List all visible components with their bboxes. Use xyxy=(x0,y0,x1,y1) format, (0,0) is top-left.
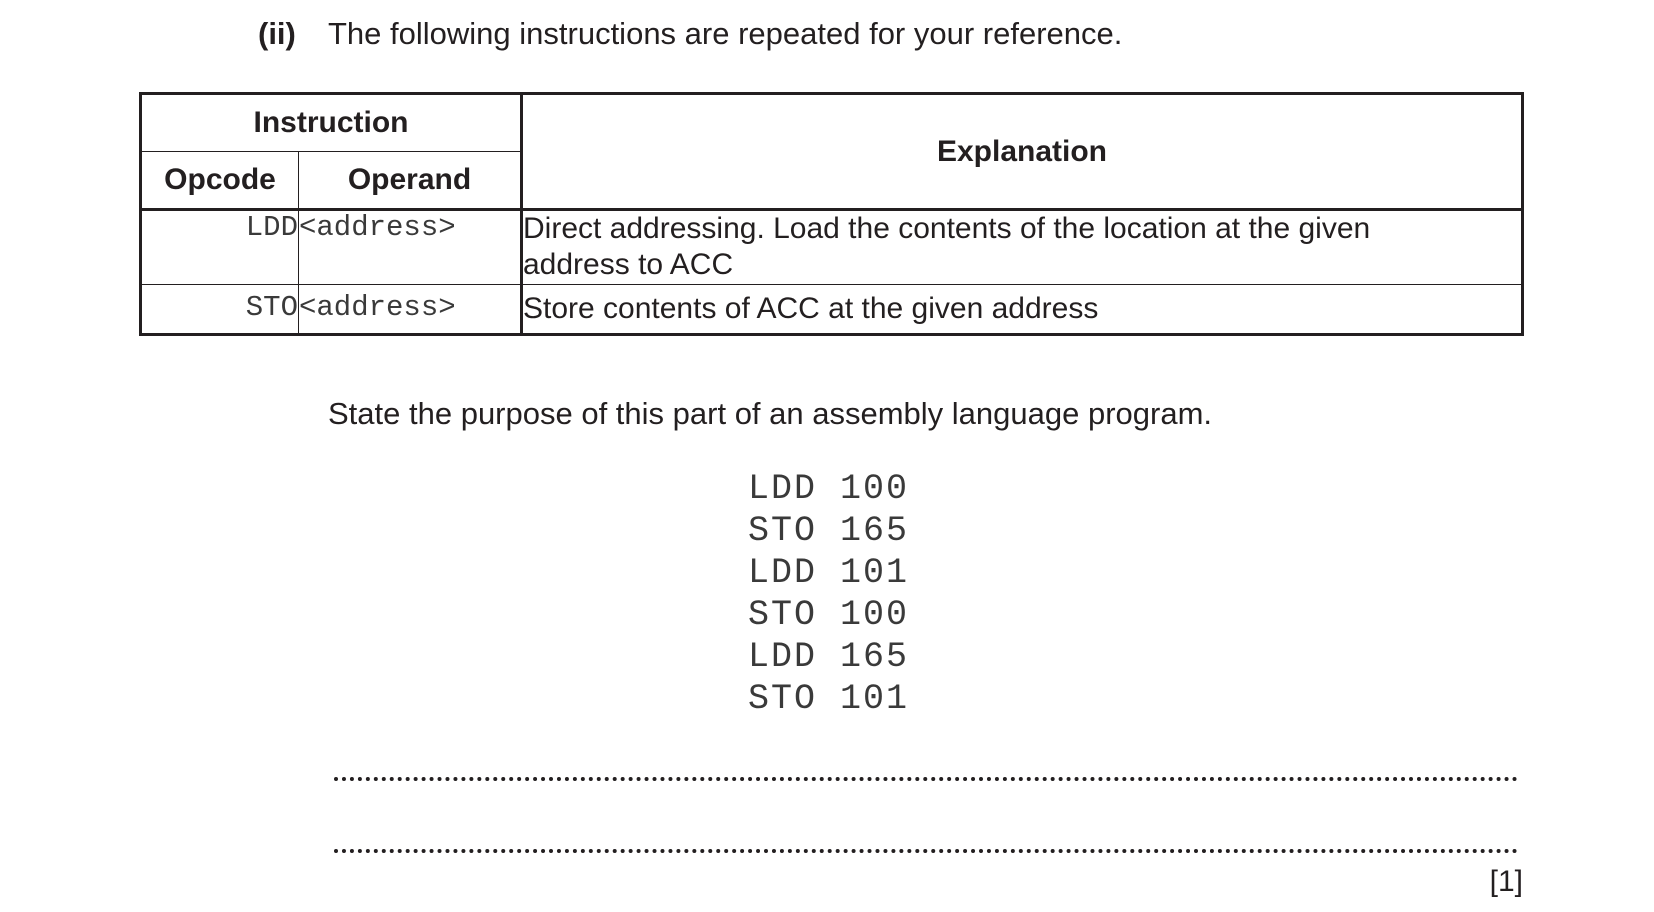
opcode-cell: STO xyxy=(141,285,299,335)
answer-line[interactable] xyxy=(334,849,1518,853)
explanation-header: Explanation xyxy=(522,94,1523,210)
instruction-group-header: Instruction xyxy=(141,94,522,152)
question-number: (ii) xyxy=(258,16,296,51)
marks-indicator: [1] xyxy=(1489,865,1523,898)
question-intro: The following instructions are repeated for your reference. xyxy=(328,16,1123,51)
table-row xyxy=(141,285,1523,335)
question-header xyxy=(258,14,1122,54)
explanation-line: Direct addressing. Load the contents of the location at the given xyxy=(523,212,1371,245)
code-line: STO 100 xyxy=(748,595,910,635)
code-line: STO 165 xyxy=(748,511,910,551)
code-line: LDD 101 xyxy=(748,553,910,593)
explanation-line: address to ACC xyxy=(523,248,734,281)
operand-cell: <address> xyxy=(299,210,522,285)
operand-cell: <address> xyxy=(299,285,522,335)
opcode-header: Opcode xyxy=(141,152,299,210)
explanation-cell xyxy=(522,210,1523,285)
code-line: LDD 100 xyxy=(748,469,910,509)
assembly-code-block xyxy=(748,468,909,720)
table-row xyxy=(141,210,1523,285)
answer-line[interactable] xyxy=(334,777,1518,781)
explanation-cell: Store contents of ACC at the given address xyxy=(522,285,1523,335)
code-line: LDD 165 xyxy=(748,637,910,677)
operand-header: Operand xyxy=(299,152,522,210)
opcode-cell: LDD xyxy=(141,210,299,285)
question-prompt: State the purpose of this part of an assembly language program. xyxy=(328,396,1213,431)
code-line: STO 101 xyxy=(748,679,910,719)
instruction-table xyxy=(139,92,1524,336)
